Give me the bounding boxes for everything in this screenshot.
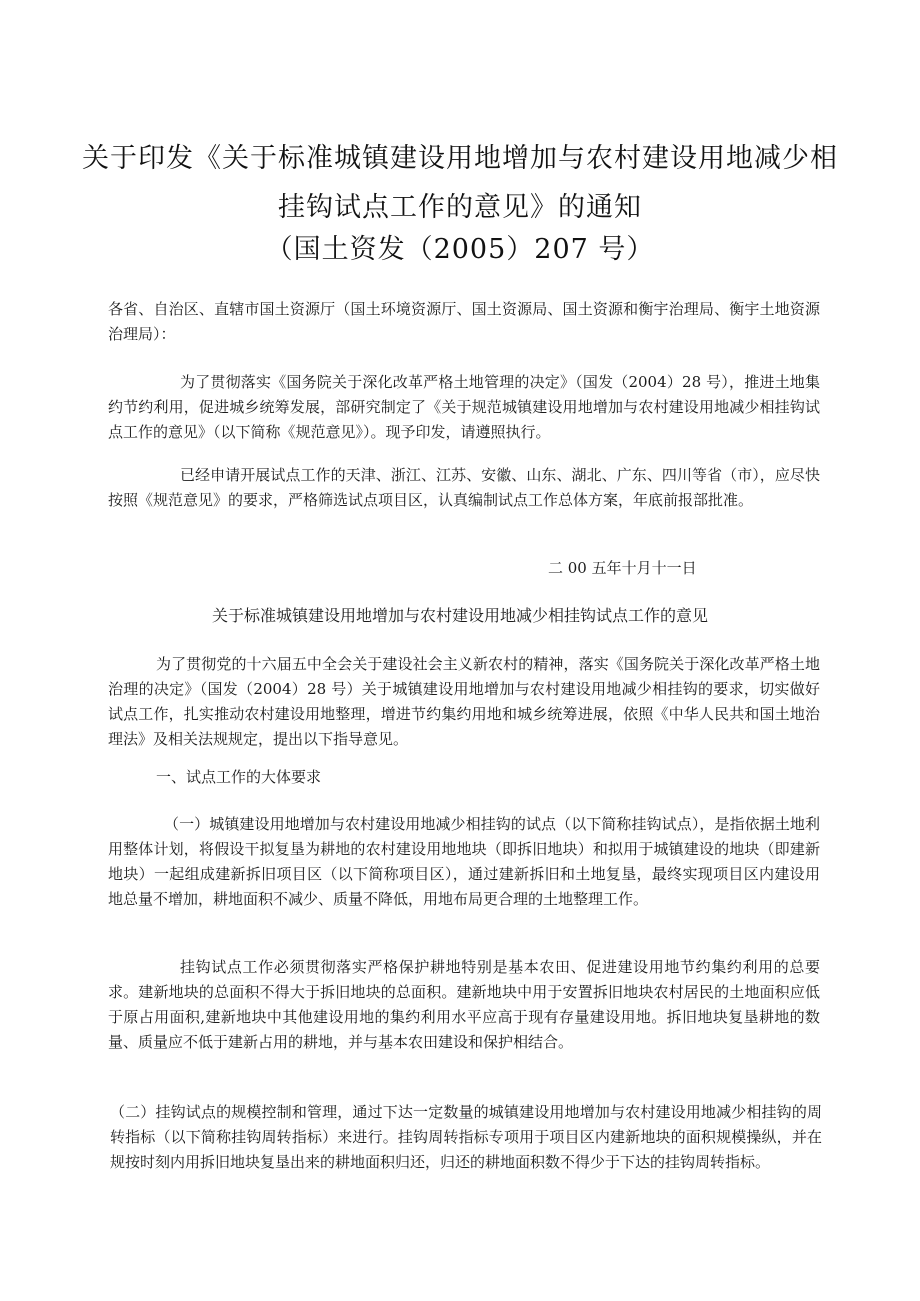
notice-title-line-2: 挂钩试点工作的意见》的通知 [278, 192, 642, 223]
opinion-intro-paragraph: 为了贯彻党的十六届五中全会关于建设社会主义新农村的精神，落实《国务院关于深化改革严格土地治理的决定》（国发（2004）28 号）关于城镇建设用地增加与农村建设用地减少相挂钩的要求，切实做好试点工作，扎实推动农村建设用地整理，增进节约集约用地和城乡统筹进展，依照《中华人民共和国土地治理法》及相关法规规定，提出以下指导意见。 [108, 655, 820, 748]
intro-paragraph: 为了贯彻落实《国务院关于深化改革严格土地管理的决定》（国发（2004）28 号），推进土地集约节约利用，促进城乡统筹发展，部研究制定了《关于规范城镇建设用地增加与农村建设用地减少相挂钩试点工作的意见》（以下简称《规范意见》）。现予印发，请遵照执行。 [108, 373, 820, 441]
salutation-paragraph: 各省、自治区、直辖市国土资源厅（国土环境资源厅、国土资源局、国土资源和衡宇治理局、衡宇土地资源治理局）： [108, 300, 820, 343]
item-1-paragraph-continued: 挂钩试点工作必须贯彻落实严格保护耕地特别是基本农田、促进建设用地节约集约利用的总要求。建新地块的总面积不得大于拆旧地块的总面积。建新地块中用于安置拆旧地块农村居民的土地面积应低于原占用面积,建新地块中其他建设用地的集约利用水平应高于现有存量建设用地。拆旧地块复垦耕地的数量、质量应不低于建新占用的耕地，并与基本农田建设和保护相结合。 [108, 958, 820, 1051]
notice-title-line-1: 关于印发《关于标准城镇建设用地增加与农村建设用地减少相 [82, 143, 838, 174]
issue-date: 二 00 五年十月十一日 [548, 559, 697, 577]
item-2-paragraph: （二）挂钩试点的规模控制和管理，通过下达一定数量的城镇建设用地增加与农村建设用地减少相挂钩的周转指标（以下简称挂钩周转指标）来进行。挂钩周转指标专项用于项目区内建新地块的面积规模操纵，并在规按时刻内用拆旧地块复垦出来的耕地面积归还，归还的耕地面积数不得少于下达的挂钩周转指标。 [110, 1103, 822, 1171]
item-1-paragraph: （一）城镇建设用地增加与农村建设用地减少相挂钩的试点（以下简称挂钩试点），是指依据土地利用整体计划，将假设干拟复垦为耕地的农村建设用地地块（即拆旧地块）和拟用于城镇建设的地块（即建新地块）一起组成建新拆旧项目区（以下简称项目区），通过建新拆旧和土地复垦，最终实现项目区内建设用地总量不增加，耕地面积不减少、质量不降低，用地布局更合理的土地整理工作。 [108, 815, 820, 908]
section-1-heading: 一、试点工作的大体要求 [156, 768, 322, 786]
apply-paragraph: 已经申请开展试点工作的天津、浙江、江苏、安徽、山东、湖北、广东、四川等省（市），应尽快按照《规范意见》的要求，严格筛选试点项目区，认真编制试点工作总体方案，年底前报部批准。 [108, 466, 820, 509]
opinion-title: 关于标准城镇建设用地增加与农村建设用地减少相挂钩试点工作的意见 [211, 606, 708, 625]
document-number: （国土资发（2005）207 号） [265, 234, 655, 265]
